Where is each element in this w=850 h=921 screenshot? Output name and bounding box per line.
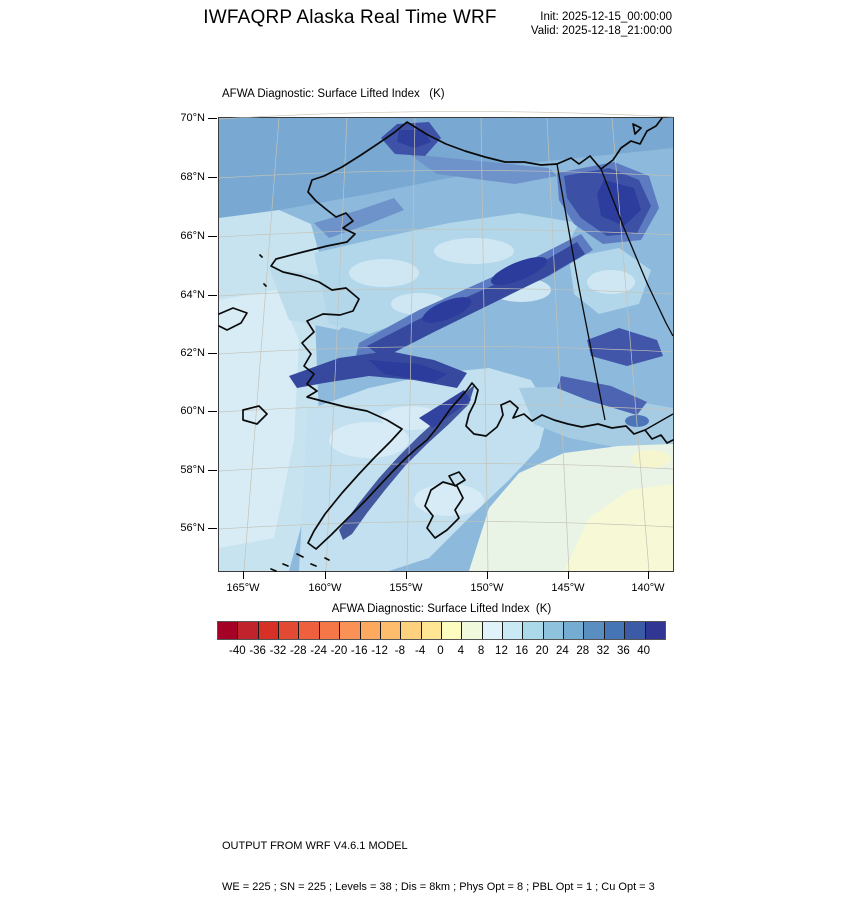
lat-tick-mark [208, 411, 217, 412]
run-times [402, 10, 672, 38]
lat-tick-label: 60°N [180, 405, 205, 417]
lat-tick-label: 64°N [180, 289, 205, 301]
colorbar-cell [605, 622, 625, 639]
lon-tick-mark [648, 571, 649, 579]
colorbar-cell [564, 622, 584, 639]
lat-tick-label: 66°N [180, 230, 205, 242]
lon-tick-mark [406, 571, 407, 579]
colorbar-tick-label: -28 [289, 645, 307, 657]
colorbar-tick-label: -4 [415, 645, 426, 657]
lon-tick-label: 150°W [470, 582, 504, 594]
alaska-map [218, 117, 674, 572]
colorbar-tick-label: -36 [249, 645, 266, 657]
lon-tick-label: 165°W [226, 582, 260, 594]
colorbar-cell [320, 622, 340, 639]
page-title: IWFAQRP Alaska Real Time WRF [203, 7, 497, 28]
colorbar-cell [361, 622, 381, 639]
colorbar-tick-label: 4 [457, 645, 465, 657]
colorbar-tick-label: -12 [371, 645, 388, 657]
lat-tick-mark [208, 236, 217, 237]
colorbar-title: AFWA Diagnostic: Surface Lifted Index (K) [331, 603, 552, 615]
lon-tick-label: 155°W [389, 582, 423, 594]
colorbar-cell [442, 622, 462, 639]
lat-tick-label: 70°N [180, 112, 205, 124]
colorbar-cell [381, 622, 401, 639]
colorbar-tick-label: 28 [576, 645, 590, 657]
field-title: AFWA Diagnostic: Surface Lifted Index (K) [222, 88, 445, 100]
colorbar-tick-label: 24 [556, 645, 569, 657]
lat-tick-mark [208, 353, 217, 354]
lat-tick-mark [208, 118, 217, 119]
colorbar-cell [483, 622, 503, 639]
colorbar-cell [503, 622, 523, 639]
lifted-index-shading-map [219, 118, 673, 571]
colorbar-tick-label: 12 [495, 645, 508, 657]
lat-tick-mark [208, 470, 217, 471]
colorbar-tick-label: 36 [616, 645, 630, 657]
colorbar-cell [646, 622, 665, 639]
colorbar-tick-label: 40 [637, 645, 651, 657]
model-footer [222, 813, 655, 921]
valid-time-label: Valid: 2025-12-18_21:00:00 [530, 25, 672, 37]
colorbar-cell [523, 622, 543, 639]
colorbar-cell [462, 622, 482, 639]
lon-tick-label: 160°W [308, 582, 342, 594]
lat-tick-label: 56°N [180, 522, 205, 534]
colorbar-cell [584, 622, 604, 639]
colorbar-cell [218, 622, 238, 639]
lon-tick-mark [487, 571, 488, 579]
colorbar-cell [238, 622, 258, 639]
colorbar-tick-label: 20 [535, 645, 549, 657]
colorbar [217, 621, 666, 640]
colorbar-tick-label: -8 [394, 645, 405, 657]
colorbar-cell [340, 622, 360, 639]
footer-line-1: OUTPUT FROM WRF V4.6.1 MODEL [222, 840, 408, 852]
colorbar-cell [401, 622, 421, 639]
lat-tick-label: 68°N [180, 171, 205, 183]
lat-tick-label: 58°N [180, 464, 205, 476]
map-shading [219, 118, 673, 571]
lon-tick-mark [568, 571, 569, 579]
lat-tick-mark [208, 528, 217, 529]
colorbar-cell [279, 622, 299, 639]
lat-tick-mark [208, 295, 217, 296]
colorbar-tick-label: -32 [269, 645, 287, 657]
colorbar-tick-label: -16 [350, 645, 368, 657]
lat-tick-mark [208, 177, 217, 178]
lon-tick-label: 145°W [551, 582, 585, 594]
colorbar-cell [259, 622, 279, 639]
lon-tick-mark [325, 571, 326, 579]
lon-tick-mark [243, 571, 244, 579]
colorbar-tick-label: 32 [596, 645, 610, 657]
colorbar-cell [299, 622, 319, 639]
lat-tick-label: 62°N [180, 347, 205, 359]
colorbar-cell [625, 622, 645, 639]
colorbar-cell [422, 622, 442, 639]
footer-line-2: WE = 225 ; SN = 225 ; Levels = 38 ; Dis = 8km ; Phys Opt = 8 ; PBL Opt = 1 ; Cu Opt = 3 [222, 880, 655, 893]
colorbar-tick-label: -24 [310, 645, 327, 657]
lon-tick-label: 140°W [631, 582, 665, 594]
colorbar-tick-label: -40 [229, 645, 246, 657]
colorbar-tick-label: 8 [477, 645, 485, 657]
init-time-label: Init: 2025-12-15_00:00:00 [540, 11, 672, 23]
colorbar-tick-label: -20 [330, 645, 348, 657]
colorbar-tick-label: 0 [437, 645, 444, 657]
colorbar-cell [544, 622, 564, 639]
colorbar-tick-label: 16 [515, 645, 529, 657]
